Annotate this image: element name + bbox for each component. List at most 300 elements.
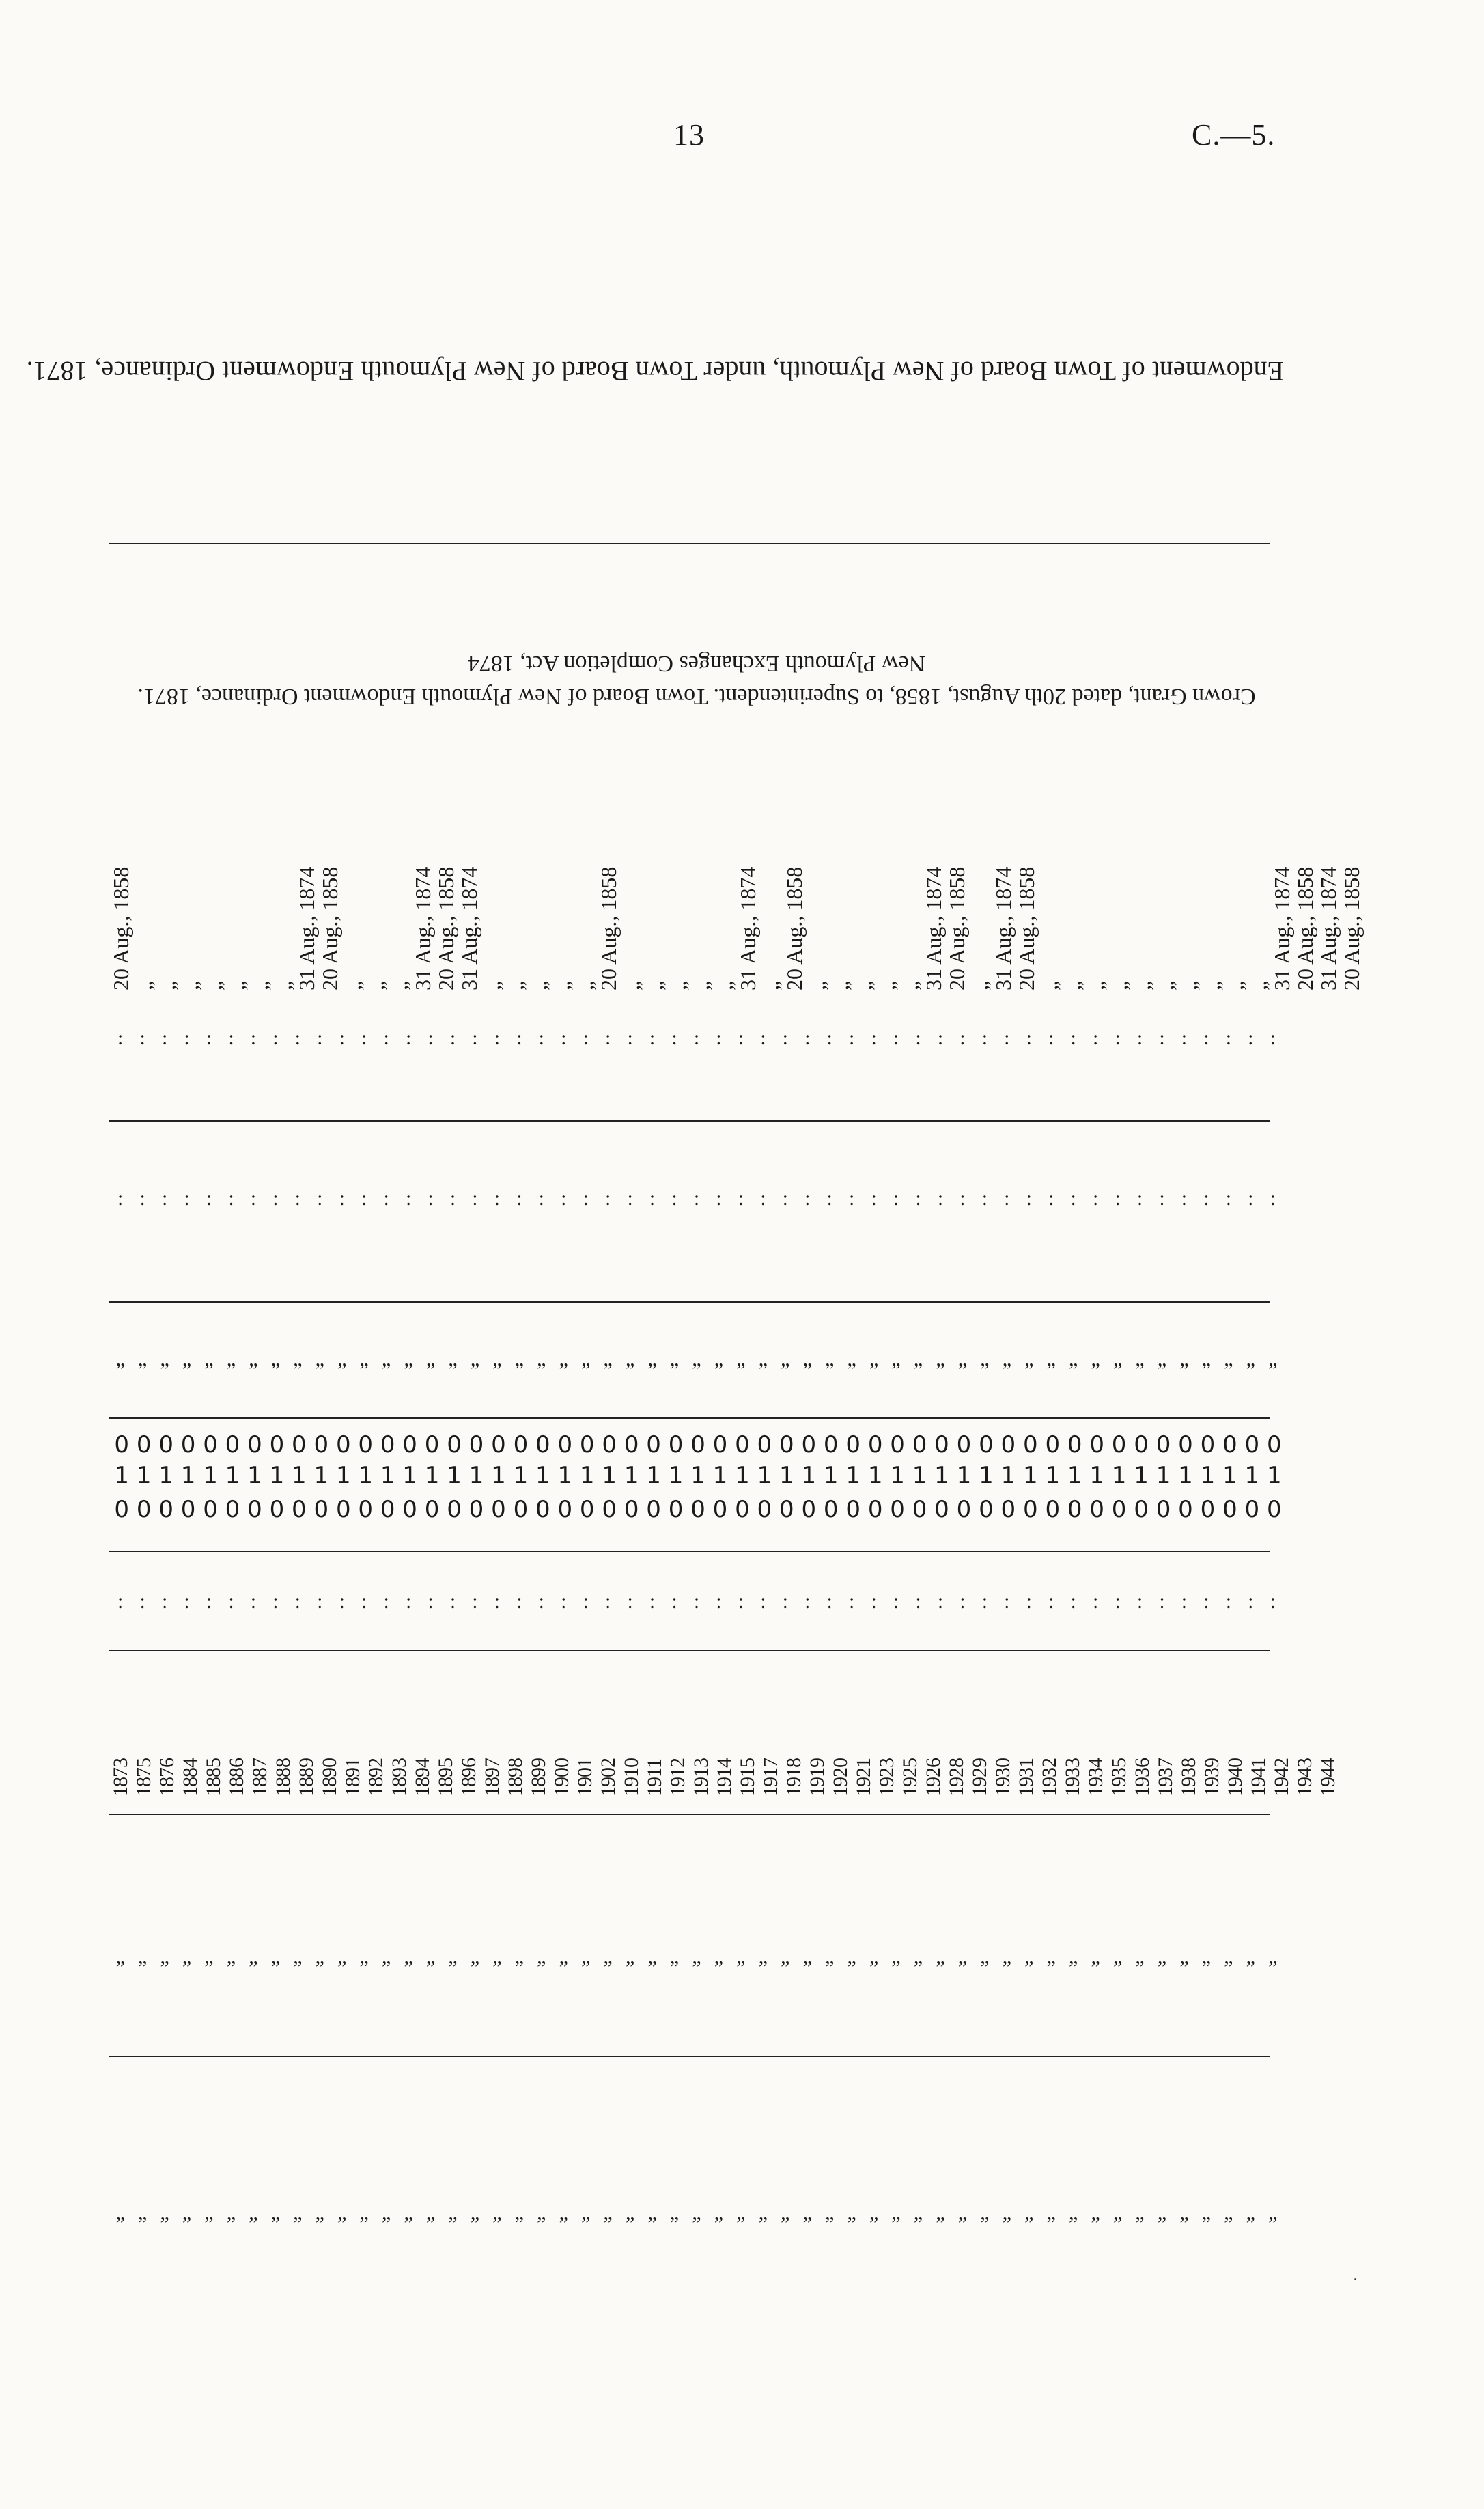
ditto-mark: „ <box>492 2202 502 2224</box>
page-code: C.—5. <box>1192 118 1276 152</box>
rent-value: 1 <box>557 1462 573 1489</box>
rent-value: 0 <box>867 1496 883 1523</box>
dot-leader: : <box>1004 1187 1010 1210</box>
grant-date-cell: „ <box>666 980 690 990</box>
ditto-mark: „ <box>758 2202 768 2224</box>
rent-value: 0 <box>424 1431 440 1458</box>
rent-value: 0 <box>690 1496 705 1523</box>
rent-value: 0 <box>1022 1431 1038 1458</box>
dot-leader: : <box>1026 1590 1032 1613</box>
ditto-mark: „ <box>647 2202 657 2224</box>
year-cell: 1917 <box>759 1758 782 1797</box>
dot-leader: : <box>826 1027 832 1049</box>
rent-value: 0 <box>158 1496 173 1523</box>
ditto-mark: „ <box>359 1945 369 1968</box>
rent-value: 1 <box>579 1462 595 1489</box>
ditto-mark: „ <box>115 1348 125 1370</box>
dot-leader: : <box>405 1027 412 1049</box>
rent-value: 1 <box>380 1462 395 1489</box>
grant-date-cell: 20 Aug., 1858 <box>434 866 458 990</box>
year-cell: 1875 <box>132 1758 155 1797</box>
rule-8 <box>109 2056 1270 2057</box>
rent-value: 0 <box>1045 1496 1061 1523</box>
rent-pence-row <box>111 1496 1285 1523</box>
dot-leader: : <box>294 1590 301 1613</box>
ditto-mark: „ <box>1112 2202 1123 2224</box>
ditto-mark: „ <box>226 1348 236 1370</box>
rent-value: 0 <box>779 1496 794 1523</box>
ditto-mark: „ <box>825 2202 835 2224</box>
rent-value: 0 <box>557 1496 573 1523</box>
dot-leader: : <box>738 1027 744 1049</box>
dot-leader: : <box>649 1027 656 1049</box>
ditto-mark: „ <box>1268 2202 1278 2224</box>
ditto-mark: „ <box>669 1348 680 1370</box>
rent-value: 0 <box>136 1496 152 1523</box>
grant-date-cell: „ <box>527 980 551 990</box>
dot-leader: : <box>738 1187 744 1210</box>
rent-value: 0 <box>668 1431 684 1458</box>
dot-leader: : <box>716 1590 722 1613</box>
ditto-row-2 <box>109 1947 1284 1967</box>
dot-leader: : <box>139 1187 145 1210</box>
grant-date-cell: 20 Aug., 1858 <box>1339 866 1364 990</box>
dot-leader: : <box>782 1187 788 1210</box>
dot-leader: : <box>671 1590 677 1613</box>
ditto-mark: „ <box>714 1348 724 1370</box>
rent-value: 0 <box>424 1496 440 1523</box>
grant-date-cell: „ <box>643 980 667 990</box>
dot-leader: : <box>893 1187 899 1210</box>
ditto-mark: „ <box>647 1945 657 1968</box>
year-cell: 1939 <box>1201 1758 1223 1797</box>
year-cell: 1942 <box>1270 1758 1293 1797</box>
rent-value: 0 <box>358 1496 374 1523</box>
ditto-row-1 <box>109 1349 1284 1370</box>
ditto-mark: „ <box>936 2202 945 2224</box>
ditto-mark: „ <box>825 1348 835 1370</box>
dot-leader: : <box>583 1027 589 1049</box>
rent-value: 1 <box>269 1462 285 1489</box>
rent-value: 1 <box>934 1462 949 1489</box>
year-cell: 1926 <box>922 1758 944 1797</box>
dot-leader: : <box>206 1027 212 1049</box>
rent-value: 0 <box>468 1431 484 1458</box>
ditto-mark: „ <box>1135 2202 1145 2224</box>
dot-leader: : <box>228 1590 234 1613</box>
dots-row-1 <box>109 1028 1284 1049</box>
ditto-mark: „ <box>1246 1945 1255 1968</box>
dot-leader: : <box>117 1590 124 1613</box>
grant-date-cell: „ <box>689 980 714 990</box>
dot-leader: : <box>937 1027 944 1049</box>
ditto-mark: „ <box>315 1945 324 1968</box>
dot-leader: : <box>649 1590 656 1613</box>
grant-date-cell: „ <box>155 980 180 990</box>
dot-leader: : <box>605 1027 611 1049</box>
ditto-mark: „ <box>1157 2202 1167 2224</box>
rent-value: 0 <box>491 1496 506 1523</box>
rent-value: 0 <box>1178 1496 1193 1523</box>
ditto-mark: „ <box>1091 1348 1100 1370</box>
grant-date-cell: „ <box>1177 980 1201 990</box>
grant-date-cell: „ <box>1107 980 1132 990</box>
dot-leader: : <box>782 1027 788 1049</box>
dot-leader: : <box>1136 1187 1143 1210</box>
rule-6 <box>109 1650 1270 1651</box>
ditto-mark: „ <box>226 2202 236 2224</box>
rent-value: 1 <box>491 1462 506 1489</box>
rent-value: 0 <box>380 1496 395 1523</box>
rent-value: 0 <box>402 1496 417 1523</box>
ditto-mark: „ <box>1179 2202 1189 2224</box>
rule-4 <box>109 1417 1270 1419</box>
rent-value: 0 <box>557 1431 573 1458</box>
dot-leader: : <box>161 1590 168 1613</box>
grant-date-cell: „ <box>968 980 992 990</box>
rent-value: 0 <box>380 1431 395 1458</box>
rent-value: 1 <box>535 1462 550 1489</box>
ditto-mark: „ <box>802 2202 812 2224</box>
dot-leader: : <box>272 1187 279 1210</box>
year-cell: 1891 <box>341 1758 364 1797</box>
year-cell: 1920 <box>829 1758 852 1797</box>
dot-leader: : <box>1203 1590 1209 1613</box>
dots-row-3 <box>109 1592 1284 1612</box>
dot-leader: : <box>339 1187 345 1210</box>
ditto-mark: „ <box>625 2202 635 2224</box>
dot-leader: : <box>250 1590 257 1613</box>
ditto-mark: „ <box>1201 1945 1212 1968</box>
rent-value: 1 <box>646 1462 661 1489</box>
dot-leader: : <box>1270 1590 1276 1613</box>
rent-value: 1 <box>513 1462 529 1489</box>
year-cell: 1921 <box>852 1758 875 1797</box>
dot-leader: : <box>428 1187 434 1210</box>
ditto-mark: „ <box>448 1348 458 1370</box>
rent-value: 1 <box>180 1462 196 1489</box>
ditto-mark: „ <box>204 1945 214 1968</box>
rent-value: 1 <box>624 1462 639 1489</box>
dot-leader: : <box>1026 1187 1032 1210</box>
year-cell: 1873 <box>109 1758 132 1797</box>
rent-value: 0 <box>956 1431 972 1458</box>
grant-date-cell: 20 Aug., 1858 <box>596 866 621 990</box>
dot-leader: : <box>915 1027 921 1049</box>
rent-value: 0 <box>1067 1496 1082 1523</box>
dot-leader: : <box>583 1187 589 1210</box>
dot-leader: : <box>804 1187 811 1210</box>
year-cell: 1940 <box>1224 1758 1246 1797</box>
year-cell: 1919 <box>806 1758 828 1797</box>
ditto-mark: „ <box>182 1945 192 1968</box>
dot-leader: : <box>184 1590 190 1613</box>
year-cell: 1910 <box>620 1758 643 1797</box>
year-cell: 1885 <box>202 1758 225 1797</box>
ditto-mark: „ <box>1024 1945 1034 1968</box>
ditto-mark: „ <box>869 1945 879 1968</box>
ditto-mark: „ <box>337 1945 347 1968</box>
ditto-mark: „ <box>470 1348 480 1370</box>
rent-value: 1 <box>1200 1462 1216 1489</box>
footnote-mark: ˙ <box>1352 2275 1358 2295</box>
year-cell: 1897 <box>481 1758 503 1797</box>
rent-value: 0 <box>136 1431 152 1458</box>
ditto-mark: „ <box>138 1945 148 1968</box>
dot-leader: : <box>1181 1027 1188 1049</box>
year-cell: 1928 <box>945 1758 968 1797</box>
rent-value: 0 <box>535 1431 550 1458</box>
year-cell: 1914 <box>713 1758 736 1797</box>
rent-value: 0 <box>1178 1431 1193 1458</box>
rent-value: 0 <box>579 1496 595 1523</box>
rent-value: 0 <box>1067 1431 1082 1458</box>
ditto-mark: „ <box>1002 1348 1012 1370</box>
ditto-mark: „ <box>714 2202 724 2224</box>
grant-date-cell: „ <box>898 980 923 990</box>
ditto-mark: „ <box>1246 2202 1255 2224</box>
dot-leader: : <box>1270 1027 1276 1049</box>
year-cell: 1936 <box>1131 1758 1153 1797</box>
dot-leader: : <box>960 1027 966 1049</box>
dot-leader: : <box>871 1027 877 1049</box>
year-cell: 1912 <box>667 1758 689 1797</box>
ditto-mark: „ <box>825 1945 835 1968</box>
rent-value: 0 <box>269 1496 285 1523</box>
ditto-mark: „ <box>1112 1945 1123 1968</box>
dot-leader: : <box>272 1590 279 1613</box>
rent-value: 0 <box>513 1496 529 1523</box>
ditto-mark: „ <box>1046 1348 1056 1370</box>
rent-value: 1 <box>1266 1462 1282 1489</box>
grant-date-cell: 31 Aug., 1874 <box>294 866 319 990</box>
rent-value: 0 <box>247 1496 262 1523</box>
dot-leader: : <box>981 1027 988 1049</box>
year-cell: 1900 <box>550 1758 573 1797</box>
rent-value: 1 <box>779 1462 794 1489</box>
ditto-mark: „ <box>581 2202 591 2224</box>
rent-value: 1 <box>735 1462 750 1489</box>
ditto-mark: „ <box>1201 2202 1212 2224</box>
rent-value: 0 <box>1089 1496 1104 1523</box>
ditto-mark: „ <box>1224 1348 1233 1370</box>
dot-leader: : <box>738 1590 744 1613</box>
grant-date-cell: „ <box>1061 980 1085 990</box>
dot-leader: : <box>383 1027 389 1049</box>
rent-value: 0 <box>912 1431 927 1458</box>
ditto-mark: „ <box>514 1945 524 1968</box>
ditto-mark: „ <box>492 1348 502 1370</box>
year-cell: 1884 <box>179 1758 201 1797</box>
rent-value: 1 <box>912 1462 927 1489</box>
ditto-mark: „ <box>537 2202 546 2224</box>
dot-leader: : <box>139 1027 145 1049</box>
ditto-mark: „ <box>891 1348 901 1370</box>
rent-value: 1 <box>845 1462 860 1489</box>
rent-value: 0 <box>292 1496 307 1523</box>
grant-date-cell: 31 Aug., 1874 <box>921 866 946 990</box>
grant-date-cell: 20 Aug., 1858 <box>782 866 807 990</box>
rent-value: 0 <box>801 1431 817 1458</box>
grant-date-cell: „ <box>364 980 389 990</box>
ditto-mark: „ <box>1091 1945 1100 1968</box>
ditto-mark: „ <box>1024 2202 1034 2224</box>
rent-value: 0 <box>1111 1431 1127 1458</box>
ditto-mark: „ <box>647 1348 657 1370</box>
rent-value: 0 <box>1222 1496 1237 1523</box>
ditto-mark: „ <box>847 1945 856 1968</box>
grant-date-cell: „ <box>201 980 226 990</box>
rent-value: 0 <box>447 1431 462 1458</box>
dot-leader: : <box>716 1027 722 1049</box>
ditto-mark: „ <box>980 1945 990 1968</box>
ditto-mark: „ <box>160 2202 169 2224</box>
dot-leader: : <box>915 1187 921 1210</box>
year-cell: 1935 <box>1108 1758 1130 1797</box>
grant-date-cell: „ <box>1223 980 1248 990</box>
dot-leader: : <box>649 1187 656 1210</box>
dot-leader: : <box>1136 1027 1143 1049</box>
dot-leader: : <box>206 1187 212 1210</box>
ditto-mark: „ <box>692 2202 701 2224</box>
dot-leader: : <box>1203 1187 1209 1210</box>
ditto-mark: „ <box>337 1348 347 1370</box>
ditto-mark: „ <box>204 2202 214 2224</box>
year-cell: 1918 <box>783 1758 805 1797</box>
ditto-mark: „ <box>1268 1945 1278 1968</box>
ditto-mark: „ <box>980 2202 990 2224</box>
grant-date-cell: „ <box>619 980 644 990</box>
grant-date-cell: „ <box>852 980 876 990</box>
ditto-mark: „ <box>891 1945 901 1968</box>
grant-date-cell: „ <box>712 980 737 990</box>
dot-leader: : <box>405 1187 412 1210</box>
year-cell: 1934 <box>1084 1758 1107 1797</box>
rent-value: 0 <box>313 1431 329 1458</box>
dot-leader: : <box>1070 1590 1076 1613</box>
rent-value: 0 <box>646 1496 661 1523</box>
rent-value: 0 <box>114 1496 130 1523</box>
rent-value: 1 <box>1111 1462 1127 1489</box>
rent-value: 1 <box>1045 1462 1061 1489</box>
ditto-mark: „ <box>425 1348 436 1370</box>
ditto-mark: „ <box>736 1348 746 1370</box>
ditto-mark: „ <box>847 1348 856 1370</box>
rent-value: 0 <box>247 1431 262 1458</box>
rent-value: 0 <box>1222 1431 1237 1458</box>
grant-date-cell: „ <box>271 980 296 990</box>
dot-leader: : <box>760 1027 766 1049</box>
grant-date-cell: „ <box>341 980 365 990</box>
grant-date-cell: „ <box>387 980 412 990</box>
ditto-mark: „ <box>249 1348 258 1370</box>
dot-leader: : <box>317 1187 323 1210</box>
dot-leader: : <box>1048 1187 1054 1210</box>
dot-leader: : <box>1248 1590 1254 1613</box>
rent-value: 0 <box>735 1496 750 1523</box>
year-cell: 1931 <box>1015 1758 1037 1797</box>
ditto-mark: „ <box>425 1945 436 1968</box>
ditto-mark: „ <box>138 1348 148 1370</box>
year-cell: 1901 <box>574 1758 596 1797</box>
year-cell: 1894 <box>411 1758 434 1797</box>
ditto-mark: „ <box>559 1945 568 1968</box>
rent-value: 1 <box>1022 1462 1038 1489</box>
dot-leader: : <box>339 1590 345 1613</box>
grant-date-cell: „ <box>225 980 249 990</box>
rent-value: 1 <box>468 1462 484 1489</box>
ditto-mark: „ <box>404 2202 413 2224</box>
year-cell: 1889 <box>295 1758 318 1797</box>
ditto-mark: „ <box>1091 2202 1100 2224</box>
rent-value: 0 <box>225 1431 240 1458</box>
rent-value: 1 <box>292 1462 307 1489</box>
dot-leader: : <box>1070 1187 1076 1210</box>
grant-date-cell: 20 Aug., 1858 <box>944 866 969 990</box>
dot-leader: : <box>804 1027 811 1049</box>
dot-leader: : <box>250 1027 257 1049</box>
dot-leader: : <box>383 1590 389 1613</box>
ditto-row-3 <box>109 2203 1284 2223</box>
rent-value: 0 <box>1244 1496 1260 1523</box>
ditto-mark: „ <box>581 1945 591 1968</box>
dot-leader: : <box>1115 1187 1121 1210</box>
rent-value: 0 <box>1156 1431 1171 1458</box>
dot-leader: : <box>804 1590 811 1613</box>
year-cell: 1944 <box>1317 1758 1339 1797</box>
ditto-mark: „ <box>404 1945 413 1968</box>
dot-leader: : <box>206 1590 212 1613</box>
rent-value: 0 <box>934 1431 949 1458</box>
dot-leader: : <box>516 1187 522 1210</box>
rent-value: 0 <box>979 1496 994 1523</box>
rent-value: 0 <box>292 1431 307 1458</box>
rent-value: 0 <box>535 1496 550 1523</box>
ditto-mark: „ <box>1002 1945 1012 1968</box>
ditto-mark: „ <box>226 1945 236 1968</box>
rent-value: 0 <box>779 1431 794 1458</box>
year-cell: 1913 <box>690 1758 712 1797</box>
rent-value: 0 <box>579 1431 595 1458</box>
dot-leader: : <box>1048 1027 1054 1049</box>
dot-leader: : <box>849 1027 855 1049</box>
ditto-mark: „ <box>625 1348 635 1370</box>
ditto-mark: „ <box>1157 1348 1167 1370</box>
dot-leader: : <box>893 1027 899 1049</box>
ditto-mark: „ <box>1224 2202 1233 2224</box>
ditto-mark: „ <box>1135 1348 1145 1370</box>
grant-date-cell: „ <box>1200 980 1224 990</box>
rent-value: 0 <box>712 1496 728 1523</box>
rent-value: 0 <box>757 1496 772 1523</box>
ditto-mark: „ <box>936 1348 945 1370</box>
rule-2 <box>109 1120 1270 1122</box>
ditto-mark: „ <box>980 1348 990 1370</box>
year-cell: 1902 <box>597 1758 619 1797</box>
ditto-mark: „ <box>1046 2202 1056 2224</box>
ditto-mark: „ <box>404 1348 413 1370</box>
year-cell: 1943 <box>1293 1758 1316 1797</box>
rent-value: 1 <box>867 1462 883 1489</box>
ditto-mark: „ <box>293 2202 303 2224</box>
grant-date-cell: 20 Aug., 1858 <box>318 866 342 990</box>
grant-date-cell: 20 Aug., 1858 <box>1014 866 1039 990</box>
years-column <box>109 1680 1339 1797</box>
dot-leader: : <box>428 1590 434 1613</box>
dot-leader: : <box>1159 1027 1165 1049</box>
dot-leader: : <box>1136 1590 1143 1613</box>
dot-leader: : <box>1159 1187 1165 1210</box>
